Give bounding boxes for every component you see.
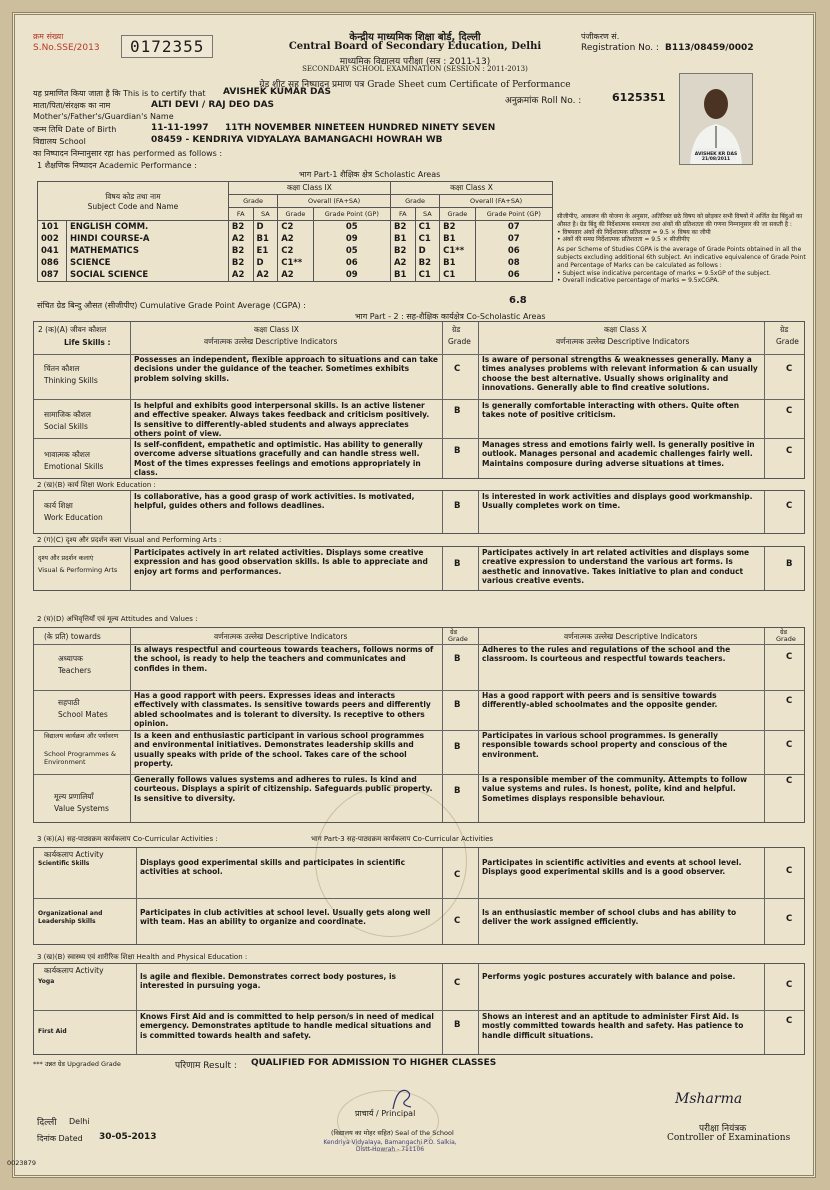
- ix-gp-header: Grade Point (GP): [313, 208, 390, 221]
- result-label: परिणाम Result :: [175, 1061, 237, 1071]
- registration-label-hindi: पंजीकरण सं.: [581, 32, 620, 41]
- grade-header: Grade: [776, 337, 799, 346]
- schoolmates-x-grade: C: [786, 696, 793, 706]
- work-education-label: Work Education: [44, 513, 103, 522]
- teachers-x-desc: Adheres to the rules and regulations of the school and the classroom. Is courteous and respectful towards teachers.: [482, 645, 731, 664]
- visual-arts-ix-grade: B: [454, 559, 461, 569]
- life-skills-label-hindi: 2 (क)(A) जीवन कौशल: [38, 325, 107, 334]
- school-programmes-ix-desc: Is a keen and enthusiastic participant in various school programmes and environmental initiatives. Demonstrates leadership skills and usually speaks with pride of the school. Takes care of the school property.: [134, 731, 425, 769]
- serial-label-hindi: क्रम संख्या: [33, 32, 64, 41]
- emotional-skills-ix-desc: Is self-confident, empathetic and optimistic. Has ability to generally overcome adverse situations gracefully and can handle stress well. Most of the times expresses feelings and emotions appropriately in class.: [134, 440, 423, 478]
- grade-point-cell: 05: [313, 221, 390, 234]
- school-name: 08459 - KENDRIYA VIDYALAYA BAMANGACHI HOWRAH WB: [151, 135, 443, 145]
- roll-label: अनुक्रमांक Roll No. :: [505, 96, 582, 106]
- parent-label: Mother's/Father's/Guardian's Name: [33, 112, 174, 121]
- grade-header-hindi: ग्रेड: [450, 628, 458, 636]
- serial-number: 0172355: [121, 35, 213, 58]
- first-aid-x-desc: Shows an interest and an aptitude to administer First Aid. Is mostly committed towards health and safety. Has patience to handle difficult situations.: [482, 1012, 744, 1040]
- registration-number: B113/08459/0002: [665, 43, 754, 53]
- organizational-skills-ix-grade: C: [454, 916, 461, 926]
- parent-label-hindi: माता/पिता/संरक्षक का नाम: [33, 101, 111, 110]
- note-hindi: सीजीपीए, आकलन की योजना के अनुसार, अतिरिक्त छठे विषय को छोड़कर सभी विषयों में अर्जित ग्रेड बिंदुओं का औसत है। ग्रेड बिंदु की निर्देशात्मक समानता तथा अंकों की प्रतिशतता की गणना निम्नानुसार की जा सकती है :: [557, 213, 803, 228]
- value-systems-ix-desc: Generally follows values systems and adheres to rules. Is kind and courteous. Displays a spirit of citizenship. Safeguards public property. Is sensitive to diversity.: [134, 775, 433, 803]
- grade-header-hindi: ग्रेड: [780, 628, 788, 636]
- grade-cell: B2: [228, 221, 253, 234]
- work-education-ix-desc: Is collaborative, has a good grasp of work activities. Is motivated, helpful, guides others and follows deadlines.: [134, 492, 415, 511]
- scientific-skills-label: Scientific Skills: [38, 860, 90, 867]
- academic-section-label: 1 शैक्षणिक निष्पादन Academic Performance :: [37, 161, 197, 170]
- grade-cell: B1: [440, 233, 475, 245]
- schoolmates-ix-grade: B: [454, 700, 461, 710]
- place-label: Delhi: [69, 1117, 90, 1126]
- school-programmes-ix-grade: B: [454, 742, 461, 752]
- scholastic-table: [37, 181, 553, 282]
- value-systems-label: Value Systems: [54, 804, 109, 813]
- grade-cell: B1: [253, 233, 278, 245]
- table-row: [38, 257, 553, 269]
- grade-cell: B1: [440, 257, 475, 269]
- social-skills-x-desc: Is generally comfortable interacting with others. Quite often takes note of positive criticism.: [482, 401, 740, 420]
- board-name-hindi: केन्द्रीय माध्यमिक शिक्षा बोर्ड, दिल्ली: [349, 32, 481, 43]
- grade-cell: B2: [390, 221, 415, 234]
- date-label: दिनांक Dated: [37, 1134, 83, 1143]
- yoga-ix-desc: Is agile and flexible. Demonstrates correct body postures, is interested in pursuing yoga.: [140, 972, 396, 991]
- dob-words: 11TH NOVEMBER NINETEEN HUNDRED NINETY SEVEN: [225, 123, 496, 133]
- grade-point-cell: 07: [475, 233, 552, 245]
- work-education-ix-grade: B: [454, 501, 461, 511]
- grade-point-cell: 06: [475, 269, 552, 282]
- certify-label: यह प्रमाणित किया जाता है कि This is to certify that: [33, 89, 206, 98]
- dob-value: 11-11-1997: [151, 123, 209, 133]
- first-aid-ix-desc: Knows First Aid and is committed to help person/s in need of medical emergency. Demonstrates aptitude to handle medical situations and is committed towards health and safety.: [140, 1012, 434, 1040]
- grade-header: Grade: [448, 635, 468, 643]
- grade-cell: C1**: [440, 245, 475, 257]
- photo-caption: AVISHEK KR DAS 21/08/2011: [694, 152, 738, 162]
- health-section-label: 3 (ख)(B) स्वास्थ्य एवं शारीरिक शिक्षा Health and Physical Education :: [37, 953, 248, 961]
- teachers-ix-desc: Is always respectful and courteous towards teachers, follows norms of the school, is ready to help the teachers and communicates and confides in them.: [134, 645, 434, 673]
- class-x-header: कक्षा Class X: [604, 325, 647, 334]
- grade-cell: B1: [390, 269, 415, 282]
- ix-grade-header: Grade: [228, 195, 277, 208]
- subject-name: SCIENCE: [67, 257, 229, 269]
- descriptive-header: वर्णनात्मक उल्लेख Descriptive Indicators: [564, 632, 698, 641]
- social-skills-ix-grade: B: [454, 406, 461, 416]
- scientific-skills-ix-desc: Displays good experimental skills and participates in scientific activities at school.: [140, 858, 406, 877]
- grade-cell: C2: [278, 245, 313, 257]
- visual-arts-table: [33, 546, 805, 591]
- grade-header: Grade: [776, 635, 796, 643]
- cgpa-notes: [557, 213, 807, 285]
- life-skills-label: Life Skills :: [64, 338, 111, 347]
- table-row: [38, 233, 553, 245]
- subject-code: 002: [38, 233, 67, 245]
- work-education-x-desc: Is interested in work activities and displays good workmanship. Usually completes work on time.: [482, 492, 753, 511]
- grade-cell: A2: [228, 269, 253, 282]
- x-fa-header: FA: [390, 208, 415, 221]
- school-programmes-x-desc: Participates in various school programmes. Is generally responsible towards school property and conscious of the environment.: [482, 731, 728, 759]
- grade-cell: C1: [440, 269, 475, 282]
- x-sa-header: SA: [415, 208, 440, 221]
- grade-cell: B2: [228, 245, 253, 257]
- social-skills-ix-desc: Is helpful and exhibits good interpersonal skills. Is an active listener and effective speaker. Always takes feedback and criticism positively. Is sensitive to differently-abled students and always appreciates others point of view.: [134, 401, 430, 439]
- grade-header-hindi: ग्रेड: [452, 325, 461, 334]
- x-overall-header: Overall (FA+SA): [440, 195, 553, 208]
- grade-cell: C1**: [278, 257, 313, 269]
- social-skills-label: Social Skills: [44, 422, 88, 431]
- scientific-skills-ix-grade: C: [454, 870, 461, 880]
- subject-header: Subject Code and Name: [87, 201, 179, 211]
- teachers-x-grade: C: [786, 652, 793, 662]
- emotional-skills-ix-grade: B: [454, 446, 461, 456]
- performed-label: का निष्पादन निम्नानुसार रहा has performed as follows :: [33, 149, 223, 158]
- note-english: As per Scheme of Studies CGPA is the average of Grade Points obtained in all the subjects excluding additional 6th subject. An indicative equivalence of Grade Point and Percentage of Marks can be calculated as follows :: [557, 246, 806, 269]
- school-stamp-text: Kendriya Vidyalaya, Bamangachi P.O. Salkia, Distt-Howrah - 711106: [323, 1139, 457, 1153]
- schoolmates-x-desc: Has a good rapport with peers and is sensitive towards differently-abled schoolmates and the opposite gender.: [482, 691, 718, 710]
- emotional-skills-x-desc: Manages stress and emotions fairly well. Is generally positive in outlook. Manages personal and academic challenges fairly well. Maintains composure during adverse situations at times.: [482, 440, 755, 468]
- x-grade-header: Grade: [390, 195, 439, 208]
- emotional-skills-hindi: भावात्मक कौशल: [44, 450, 90, 459]
- grade-cell: A2: [390, 257, 415, 269]
- co-curricular-section-label: 3 (क)(A) सह-पाठ्यक्रम कार्यकलाप Co-Curricular Activities :: [37, 835, 218, 843]
- yoga-ix-grade: C: [454, 978, 461, 988]
- cgpa-value: 6.8: [509, 295, 527, 306]
- x-grade-col-header: Grade: [440, 208, 475, 221]
- grade-cell: A2: [278, 233, 313, 245]
- descriptive-header: वर्णनात्मक उल्लेख Descriptive Indicators: [214, 632, 348, 641]
- school-seal-label: (विद्यालय का मोहर सहित) Seal of the School: [331, 1129, 454, 1137]
- value-systems-x-grade: C: [786, 776, 793, 786]
- grade-point-cell: 06: [475, 245, 552, 257]
- work-education-x-grade: C: [786, 501, 793, 511]
- visual-arts-x-grade: B: [786, 559, 793, 569]
- subject-name: SOCIAL SCIENCE: [67, 269, 229, 282]
- date-value: 30-05-2013: [99, 1132, 157, 1142]
- table-row: [38, 245, 553, 257]
- schoolmates-ix-desc: Has a good rapport with peers. Expresses ideas and interacts effectively with classmates. Is sensitive towards peers and differently abled schoolmates and is tolerant to diversity. Is receptive to others opinion.: [134, 691, 431, 729]
- activity-header: कार्यकलाप Activity: [44, 966, 104, 975]
- attitudes-table: [33, 627, 805, 823]
- grade-cell: D: [253, 257, 278, 269]
- co-scholastic-part-label: भाग Part - 2 : सह-शैक्षिक कार्यक्षेत्र Co-Scholastic Areas: [355, 312, 546, 321]
- class-ix-header: कक्षा Class IX: [228, 182, 390, 195]
- visual-arts-hindi: दृश्य और प्रदर्शन कलाएं: [38, 554, 94, 562]
- first-aid-x-grade: C: [786, 1016, 793, 1026]
- grade-point-cell: 05: [313, 245, 390, 257]
- school-programmes-hindi: विद्यालय कार्यक्रम और पर्यावरण: [44, 732, 119, 740]
- first-aid-ix-grade: B: [454, 1020, 461, 1030]
- emotional-skills-x-grade: C: [786, 446, 793, 456]
- registration-label: Registration No. :: [581, 43, 659, 53]
- co-curricular-part-label: भाग Part-3 सह-पाठ्यक्रम कार्यकलाप Co-Curricular Activities: [311, 835, 494, 843]
- subject-code: 101: [38, 221, 67, 234]
- scientific-skills-x-desc: Participates in scientific activities and events at school level. Displays good experimental skills and is a good observer.: [482, 858, 742, 877]
- subject-name: ENGLISH COMM.: [67, 221, 229, 234]
- certificate-title: ग्रेड शीट सह निष्पादन प्रमाण पत्र Grade Sheet cum Certificate of Performance: [259, 80, 571, 90]
- exam-name: SECONDARY SCHOOL EXAMINATION (SESSION : 2011-2013): [302, 65, 528, 73]
- table-row: [38, 221, 553, 234]
- visual-arts-section-label: 2 (ग)(C) दृश्य और प्रदर्शन कला Visual and Performing Arts :: [37, 536, 222, 544]
- health-table: [33, 963, 805, 1055]
- thinking-skills-label: Thinking Skills: [44, 376, 98, 385]
- grade-cell: E1: [253, 245, 278, 257]
- grade-point-cell: 06: [313, 257, 390, 269]
- controller-label: Controller of Examinations: [667, 1133, 791, 1143]
- grade-cell: A2: [228, 233, 253, 245]
- value-systems-ix-grade: B: [454, 786, 461, 796]
- descriptive-header: वर्णनात्मक उल्लेख Descriptive Indicators: [556, 337, 690, 346]
- first-aid-label: First Aid: [38, 1028, 67, 1035]
- student-name: AVISHEK KUMAR DAS: [223, 87, 331, 97]
- school-programmes-label: School Programmes & Environment: [44, 750, 116, 767]
- organizational-skills-ix-desc: Participates in club activities at school level. Usually gets along well with team. Has an ability to organize and coordinate.: [140, 908, 431, 927]
- serial-label: S.No.SSE/2013: [33, 43, 100, 53]
- scientific-skills-x-grade: C: [786, 866, 793, 876]
- co-curricular-table: [33, 847, 805, 945]
- grade-cell: B2: [390, 245, 415, 257]
- towards-header: (के प्रति) towards: [44, 632, 101, 641]
- exam-name-hindi: माध्यमिक विद्यालय परीक्षा (सत्र : 2011-13): [339, 57, 491, 67]
- visual-arts-x-desc: Participates actively in art related activities and displays some creative expression to understand the various art forms. Is aesthetic and innovative. Takes initiative to plan and conduct various creative events.: [482, 548, 750, 586]
- thinking-skills-ix-grade: C: [454, 364, 461, 374]
- value-systems-hindi: मूल्य प्रणालियाँ: [54, 792, 94, 801]
- grade-cell: D: [415, 245, 440, 257]
- thinking-skills-hindi: चिंतन कौशल: [44, 364, 80, 373]
- roll-number: 6125351: [612, 91, 666, 104]
- upgraded-grade-note: *** उन्नत ग्रेड Upgraded Grade: [33, 1060, 121, 1068]
- table-row: [38, 269, 553, 282]
- thinking-skills-x-desc: Is aware of personal strengths & weaknesses generally. Many a times analyses problems with relevant information & can usually choose the best alternative. Usually shows originality and innovations. Generally able to find creative solutions.: [482, 355, 758, 393]
- ix-grade-col-header: Grade: [278, 208, 313, 221]
- life-skills-table: [33, 321, 805, 479]
- grade-cell: B2: [440, 221, 475, 234]
- ix-fa-header: FA: [228, 208, 253, 221]
- value-systems-x-desc: Is a responsible member of the community. Attempts to follow value systems and rules. Is honest, polite, kind and helpful. Sometimes displays responsible behaviour.: [482, 775, 748, 803]
- grade-point-cell: 09: [313, 269, 390, 282]
- student-photo: [679, 73, 753, 165]
- school-programmes-x-grade: C: [786, 740, 793, 750]
- visual-arts-ix-desc: Participates actively in art related activities. Displays some creative expression and has good observation skills. Is able to appreciate and enjoy art forms and performances.: [134, 548, 428, 576]
- grade-cell: C1: [415, 233, 440, 245]
- cgpa-label: संचित ग्रेड बिन्दु औसत (सीजीपीए) Cumulative Grade Point Average (CGPA) :: [37, 301, 306, 310]
- visual-arts-label: Visual & Performing Arts: [38, 566, 118, 574]
- thinking-skills-x-grade: C: [786, 364, 793, 374]
- grade-cell: A2: [253, 269, 278, 282]
- result-value: QUALIFIED FOR ADMISSION TO HIGHER CLASSES: [251, 1058, 497, 1068]
- organizational-skills-x-desc: Is an enthusiastic member of school clubs and has ability to deliver the work assigned efficiently.: [482, 908, 737, 927]
- work-education-table: [33, 490, 805, 534]
- work-education-section-label: 2 (ख)(B) कार्य शिक्षा Work Education :: [37, 481, 156, 489]
- grade-sheet-document: [7, 12, 816, 1178]
- document-code: 0023879: [7, 1159, 36, 1167]
- dob-label: जन्म तिथि Date of Birth: [33, 125, 117, 134]
- organizational-skills-x-grade: C: [786, 914, 793, 924]
- grade-header-hindi: ग्रेड: [780, 325, 789, 334]
- grade-cell: C1: [415, 269, 440, 282]
- grade-cell: B1: [390, 233, 415, 245]
- schoolmates-hindi: सहपाठी: [58, 698, 80, 707]
- attitudes-section-label: 2 (घ)(D) अभिवृत्तियाँ एवं मूल्य Attitudes and Values :: [37, 615, 198, 623]
- note-hindi-bullet: • विषयवार अंकों की निर्देशात्मक प्रतिशतता = 9.5 × विषय का जीपी: [557, 228, 711, 236]
- note-english-bullet: • Overall indicative percentage of marks = 9.5xCGPA.: [557, 277, 720, 285]
- teachers-ix-grade: B: [454, 654, 461, 664]
- emotional-skills-label: Emotional Skills: [44, 462, 104, 471]
- grade-cell: C1: [415, 221, 440, 234]
- schoolmates-label: School Mates: [58, 710, 108, 719]
- grade-point-cell: 08: [475, 257, 552, 269]
- teachers-label: Teachers: [58, 666, 91, 675]
- subject-name: HINDI COURSE-A: [67, 233, 229, 245]
- grade-cell: A2: [278, 269, 313, 282]
- subject-code: 086: [38, 257, 67, 269]
- grade-cell: B2: [228, 257, 253, 269]
- yoga-label: Yoga: [38, 978, 55, 985]
- note-hindi-bullet: • अंकों की समग्र निर्देशात्मक प्रतिशतता = 9.5 × सीजीपीए: [557, 236, 690, 244]
- class-ix-header: कक्षा Class IX: [254, 325, 299, 334]
- x-gp-header: Grade Point (GP): [475, 208, 552, 221]
- subject-code: 087: [38, 269, 67, 282]
- subject-name: MATHEMATICS: [67, 245, 229, 257]
- subject-code: 041: [38, 245, 67, 257]
- thinking-skills-ix-desc: Possesses an independent, flexible approach to situations and can take decisions under the guidance of the teacher. Sometimes exhibits problem solving skills.: [134, 355, 439, 383]
- ix-sa-header: SA: [253, 208, 278, 221]
- organizational-skills-label: Organizational and Leadership Skills: [38, 910, 103, 925]
- work-education-hindi: कार्य शिक्षा: [44, 501, 73, 510]
- principal-label: प्राचार्य / Principal: [355, 1109, 416, 1118]
- student-photo-icon: [680, 74, 752, 164]
- controller-hindi: परीक्षा नियंत्रक: [699, 1124, 747, 1134]
- board-name: Central Board of Secondary Education, Delhi: [288, 41, 542, 52]
- subject-header-hindi: विषय कोड तथा नाम: [105, 191, 161, 201]
- class-x-header: कक्षा Class X: [390, 182, 552, 195]
- social-skills-hindi: सामाजिक कौशल: [44, 410, 91, 419]
- place-hindi: दिल्ली: [37, 1118, 57, 1128]
- scholastic-part-label: भाग Part-1 शैक्षिक क्षेत्र Scholastic Areas: [299, 170, 441, 179]
- grade-cell: B2: [415, 257, 440, 269]
- yoga-x-desc: Performs yogic postures accurately with balance and poise.: [482, 972, 736, 981]
- grade-point-cell: 07: [475, 221, 552, 234]
- parent-name: ALTI DEVI / RAJ DEO DAS: [151, 100, 275, 110]
- controller-signature: Msharma: [675, 1091, 743, 1107]
- yoga-x-grade: C: [786, 980, 793, 990]
- ix-overall-header: Overall (FA+SA): [278, 195, 391, 208]
- grade-point-cell: 09: [313, 233, 390, 245]
- note-english-bullet: • Subject wise indicative percentage of marks = 9.5xGP of the subject.: [557, 269, 771, 277]
- grade-header: Grade: [448, 337, 471, 346]
- social-skills-x-grade: C: [786, 406, 793, 416]
- teachers-hindi: अध्यापक: [58, 654, 83, 663]
- school-label: विद्यालय School: [33, 137, 86, 146]
- descriptive-header: वर्णनात्मक उल्लेख Descriptive Indicators: [204, 337, 338, 346]
- grade-cell: D: [253, 221, 278, 234]
- activity-header: कार्यकलाप Activity: [44, 850, 104, 859]
- grade-cell: C2: [278, 221, 313, 234]
